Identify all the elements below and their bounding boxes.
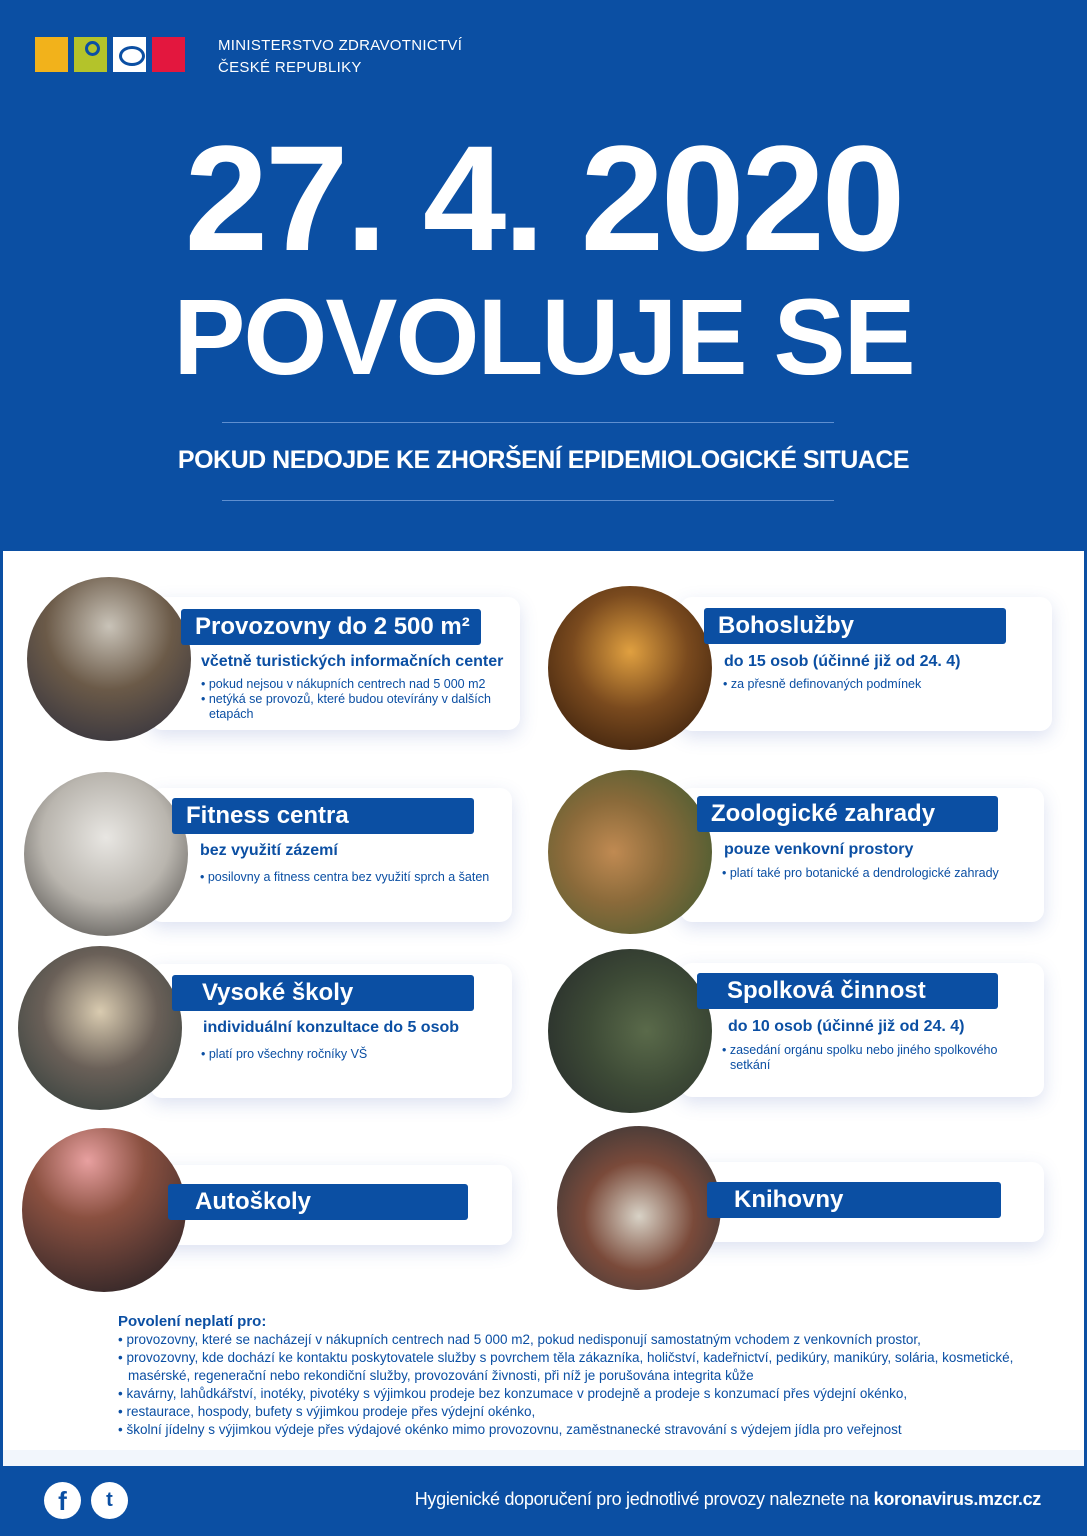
item-title: Spolková činnost bbox=[697, 973, 998, 1009]
condition-text: POKUD NEDOJDE KE ZHORŠENÍ EPIDEMIOLOGICKÉ SITUACE bbox=[177, 446, 910, 474]
giraffe-photo bbox=[548, 770, 712, 934]
item-bullets bbox=[201, 1047, 501, 1062]
divider-bottom bbox=[222, 500, 834, 501]
item-bullets bbox=[722, 866, 1032, 881]
logo-tile-yellow bbox=[35, 37, 68, 72]
clothing-store-photo bbox=[27, 577, 191, 741]
exception-item: • provozovny, které se nacházejí v nákupních centrech nad 5 000 m2, pokud nedisponují samostatným vchodem z venkovních prostor, bbox=[118, 1331, 1018, 1349]
item-bullets bbox=[723, 677, 1023, 692]
classroom-photo bbox=[18, 946, 182, 1110]
exceptions-list bbox=[118, 1331, 1018, 1439]
item-bullet: • netýká se provozů, které budou otevírány v dalších etapách bbox=[201, 692, 506, 722]
facebook-icon[interactable]: f bbox=[44, 1482, 81, 1519]
exception-item: • kavárny, lahůdkářství, inotéky, pivotéky s výjimkou prodeje bez konzumace v prodejně a prodeje s konzumací přes výdejní okénko, bbox=[118, 1385, 1018, 1403]
twitter-icon[interactable]: t bbox=[91, 1482, 128, 1519]
item-title: Zoologické zahrady bbox=[697, 796, 998, 832]
item-bullet: • zasedání orgánu spolku nebo jiného spolkového setkání bbox=[722, 1043, 1022, 1073]
gym-photo bbox=[24, 772, 188, 936]
footer bbox=[0, 1466, 1087, 1536]
item-bullets bbox=[201, 677, 506, 722]
exception-item: • restaurace, hospody, bufety s výjimkou prodeje přes výdejní okénko, bbox=[118, 1403, 1018, 1421]
books-photo bbox=[557, 1126, 721, 1290]
ministry-line-2: ČESKÉ REPUBLIKY bbox=[218, 59, 362, 76]
item-title: Provozovny do 2 500 m² bbox=[181, 609, 481, 645]
ministry-name bbox=[218, 35, 462, 79]
item-bullet: • posilovny a fitness centra bez využití sprch a šaten bbox=[200, 870, 510, 885]
headline-date: 27. 4. 2020 bbox=[184, 114, 903, 282]
footer-link[interactable]: koronavirus.mzcr.cz bbox=[873, 1489, 1041, 1509]
exceptions-heading: Povolení neplatí pro: bbox=[118, 1313, 267, 1330]
logo-tile-eye bbox=[113, 37, 146, 72]
item-subtitle: individuální konzultace do 5 osob bbox=[203, 1019, 460, 1036]
logo-tile-green bbox=[74, 37, 107, 72]
divider-top bbox=[222, 422, 834, 423]
item-subtitle: bez využití zázemí bbox=[200, 842, 338, 859]
church-interior-photo bbox=[548, 586, 712, 750]
ministry-line-1: MINISTERSTVO ZDRAVOTNICTVÍ bbox=[218, 37, 463, 54]
item-title: Vysoké školy bbox=[172, 975, 474, 1011]
exceptions-section bbox=[118, 1313, 1018, 1439]
item-bullets bbox=[200, 870, 510, 885]
footer-message: Hygienické doporučení pro jednotlivé provozy naleznete na bbox=[414, 1489, 874, 1509]
item-bullet: • platí také pro botanické a dendrologické zahrady bbox=[722, 866, 1032, 881]
headline-text: POVOLUJE SE bbox=[173, 276, 914, 397]
content-panel-footer-band bbox=[3, 1450, 1084, 1466]
driving-photo bbox=[22, 1128, 186, 1292]
item-subtitle: do 10 osob (účinné již od 24. 4) bbox=[728, 1018, 965, 1035]
item-bullet: • platí pro všechny ročníky VŠ bbox=[201, 1047, 501, 1062]
logo-tile-red bbox=[152, 37, 185, 72]
item-bullet: • pokud nejsou v nákupních centrech nad 5 000 m2 bbox=[201, 677, 506, 692]
scouts-photo bbox=[548, 949, 712, 1113]
item-title: Bohoslužby bbox=[704, 608, 1006, 644]
item-subtitle: včetně turistických informačních center bbox=[201, 653, 504, 670]
footer-text bbox=[415, 1489, 1041, 1510]
item-subtitle: pouze venkovní prostory bbox=[724, 841, 914, 858]
item-subtitle: do 15 osob (účinné již od 24. 4) bbox=[724, 653, 961, 670]
item-bullets bbox=[722, 1043, 1022, 1073]
exception-item: • školní jídelny s výjimkou výdeje přes výdajové okénko mimo provozovnu, zaměstnanecké stravování s výdejem jídla pro veřejnost bbox=[118, 1421, 1018, 1439]
ministry-logo bbox=[35, 37, 185, 72]
exception-item: • provozovny, kde dochází ke kontaktu poskytovatele služby s povrchem těla zákazníka, holičství, kadeřnictví, pedikúry, manikúry, solária, kosmetické, masérské, regenerační nebo rekondiční služby, provozování živnosti, při níž je porušována integrita kůže bbox=[118, 1349, 1018, 1385]
item-title: Knihovny bbox=[707, 1182, 1001, 1218]
item-bullet: • za přesně definovaných podmínek bbox=[723, 677, 1023, 692]
item-title: Fitness centra bbox=[172, 798, 474, 834]
item-title: Autoškoly bbox=[168, 1184, 468, 1220]
header-banner bbox=[0, 0, 1087, 551]
